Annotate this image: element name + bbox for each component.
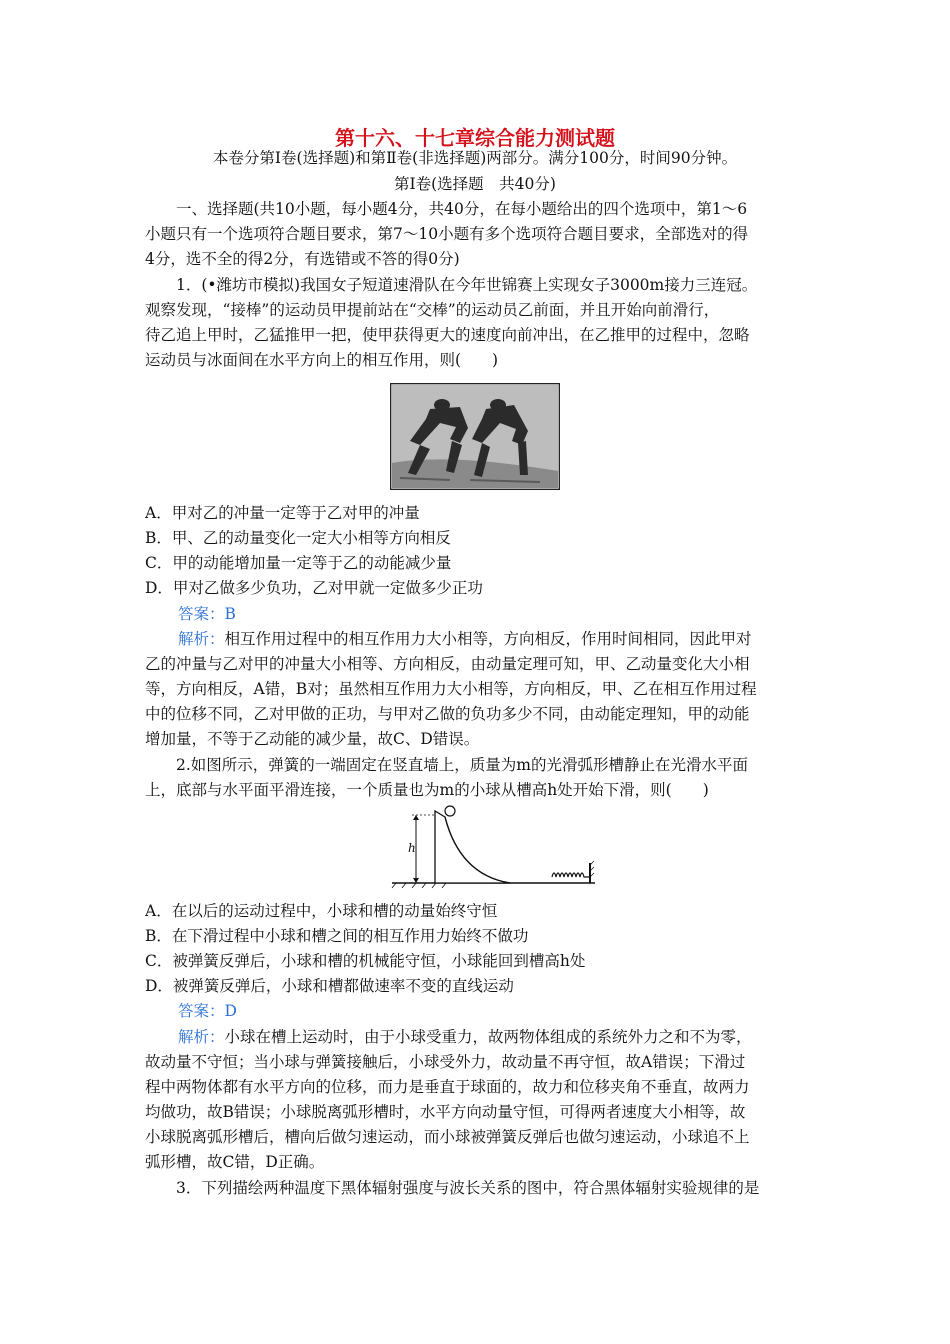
q1-option-b: B．甲、乙的动量变化一定大小相等方向相反 [145,529,451,547]
q1-analysis-label: 解析： [178,630,225,648]
instructions-line: 小题只有一个选项符合题目要求，第7～10小题有多个选项符合题目要求，全部选对的得 [145,225,749,243]
q1-analysis-text: 相互作用过程中的相互作用力大小相等，方向相反，作用时间相同，因此甲对 [224,630,752,648]
q2-answer: 答案：D [178,1002,237,1020]
q2-analysis-line: 小球脱离弧形槽后，槽向后做匀速运动，而小球被弹簧反弹后也做匀速运动，小球追不上 [145,1128,750,1146]
skaters-photo [390,383,560,490]
q2-analysis-line [145,1027,810,1047]
q2-option-a: A．在以后的运动过程中，小球和槽的动量始终守恒 [145,902,498,920]
q2-option-b: B．在下滑过程中小球和槽之间的相互作用力始终不做功 [145,927,529,945]
q1-option-d: D．甲对乙做多少负功，乙对甲就一定做多少正功 [145,579,483,597]
page-title: 第十六、十七章综合能力测试题 [335,126,615,150]
q2-analysis-label: 解析： [178,1028,225,1046]
intro-text: 本卷分第Ⅰ卷(选择题)和第Ⅱ卷(非选择题)两部分。满分100分，时间90分钟。 [212,149,738,167]
q1-option-a: A．甲对乙的冲量一定等于乙对甲的冲量 [145,504,420,522]
q2-analysis-line: 程中两物体都有水平方向的位移，而力是垂直于球面的，故力和位移夹角不垂直，故两力 [145,1078,750,1096]
q1-analysis-line: 等，方向相反，A错，B对；虽然相互作用力大小相等，方向相反，甲、乙在相互作用过程 [145,680,757,698]
q1-stem-line: 待乙追上甲时，乙猛推甲一把，使甲获得更大的速度向前冲出，在乙推甲的过程中，忽略 [145,326,750,344]
q1-analysis-line [145,629,810,649]
part1-header: 第Ⅰ卷(选择题 共40分) [394,175,556,193]
q1-answer: 答案：B [178,605,236,623]
q1-analysis-line: 乙的冲量与乙对甲的冲量大小相等、方向相反，由动量定理可知，甲、乙动量变化大小相 [145,655,750,673]
q2-option-c: C．被弹簧反弹后，小球和槽的机械能守恒，小球能回到槽高h处 [145,952,586,970]
q1-stem-line: 1．(•潍坊市模拟)我国女子短道速滑队在今年世锦赛上实现女子3000m接力三连冠。 [145,276,758,294]
instructions-line: 一、选择题(共10小题，每小题4分，共40分，在每小题给出的四个选项中，第1～6 [145,200,748,218]
q1-stem-line: 运动员与冰面间在水平方向上的相互作用，则( ) [145,351,499,369]
height-label: h [408,841,416,855]
q2-analysis-text: 小球在槽上运动时，由于小球受重力，故两物体组成的系统外力之和不为零， [224,1028,752,1046]
q1-stem-line: 观察发现，“接棒”的运动员甲提前站在“交棒”的运动员乙前面，并且开始向前滑行， [145,301,720,319]
q1-analysis-line: 增加量，不等于乙动能的减少量，故C、D错误。 [145,730,480,748]
q2-analysis-line: 故动量不守恒；当小球与弹簧接触后，小球受外力，故动量不再守恒，故A错误；下滑过 [145,1053,746,1071]
q2-option-d: D．被弹簧反弹后，小球和槽都做速率不变的直线运动 [145,977,514,995]
q2-stem-line: 上，底部与水平面平滑连接，一个质量也为m的小球从槽高h处开始下滑，则( ) [145,781,709,799]
q3-stem-line: 3．下列描绘两种温度下黑体辐射强度与波长关系的图中，符合黑体辐射实验规律的是 [145,1179,760,1197]
q2-stem-line: 2.如图所示，弹簧的一端固定在竖直墙上，质量为m的光滑弧形槽静止在光滑水平面 [145,756,748,774]
q1-option-c: C．甲的动能增加量一定等于乙的动能减少量 [145,554,452,572]
q2-analysis-line: 均做功，故B错误；小球脱离弧形槽时，水平方向动量守恒，可得两者速度大小相等，故 [145,1103,746,1121]
q2-analysis-line: 弧形槽，故C错，D正确。 [145,1153,325,1171]
instructions-line: 4分，选不全的得2分，有选错或不答的得0分) [145,250,460,268]
q1-analysis-line: 中的位移不同，乙对甲做的正功，与甲对乙做的负功多少不同，由动能定理知，甲的动能 [145,705,750,723]
